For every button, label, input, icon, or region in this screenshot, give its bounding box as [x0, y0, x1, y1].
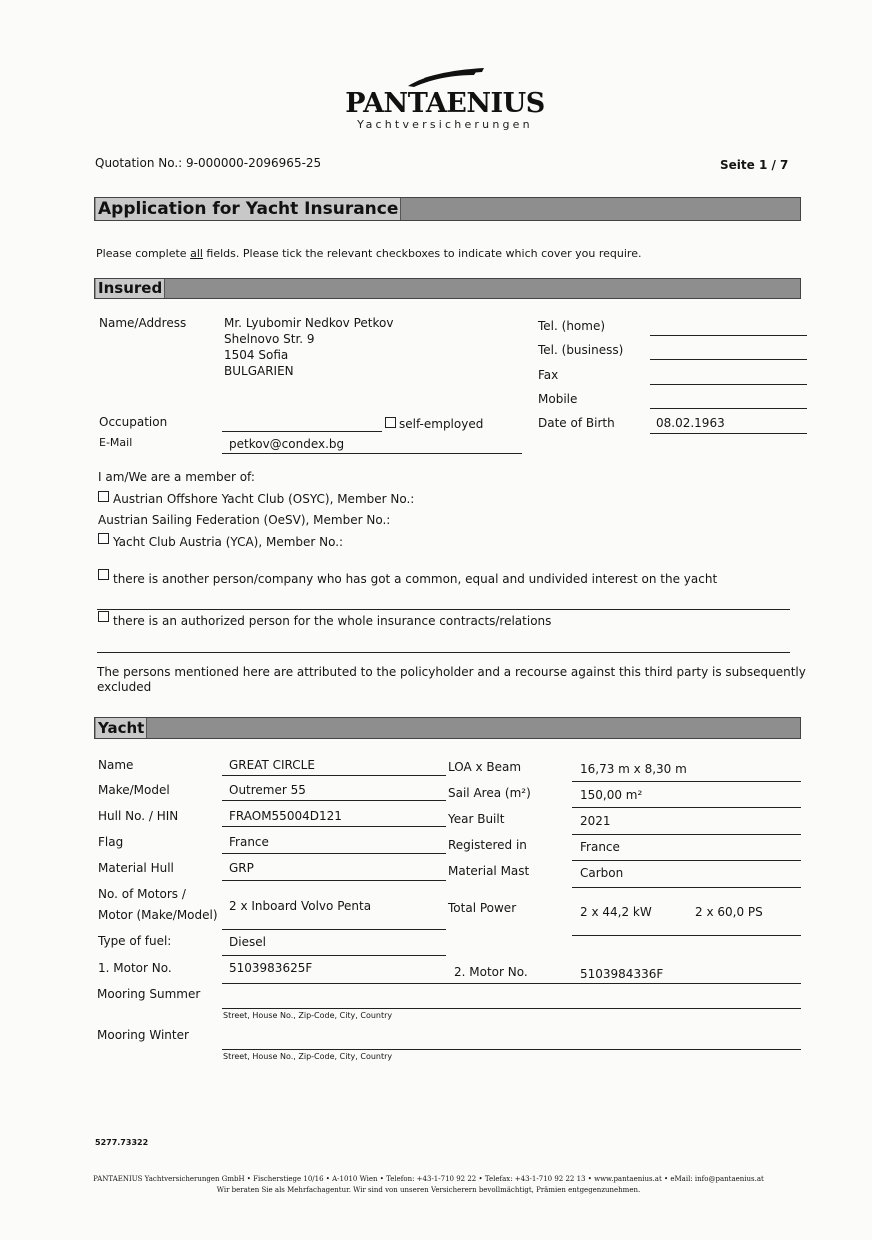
mooring-summer-label: Mooring Summer — [97, 987, 201, 1001]
title-bar — [94, 197, 801, 221]
yacht-section-bar — [94, 717, 801, 739]
mooring-summer-field[interactable] — [222, 1008, 801, 1009]
hull-label: Hull No. / HIN — [98, 809, 179, 823]
email-value: petkov@condex.bg — [229, 437, 345, 451]
recourse-note: The persons mentioned here are attributed to the policyholder and a recourse against this third party is subsequently — [97, 665, 806, 679]
insured-heading: Insured — [96, 279, 165, 298]
sail-area-line — [572, 807, 801, 808]
total-power-kw: 2 x 44,2 kW — [580, 905, 652, 919]
tel-home-label: Tel. (home) — [538, 319, 606, 333]
mobile-field[interactable] — [650, 408, 807, 409]
loa-value: 16,73 m x 8,30 m — [580, 762, 687, 776]
oesv-label: Austrian Sailing Federation (OeSV), Member No.: — [98, 513, 391, 527]
authorized-person-checkbox[interactable] — [98, 611, 109, 622]
osyc-label: Austrian Offshore Yacht Club (OSYC), Member No.: — [113, 492, 415, 506]
footer-company-line: PANTAENIUS Yachtversicherungen GmbH • Fischerstiege 10/16 • A-1010 Wien • Telefon: +43-1-710 92 22 • Telefax: +43-1-710 92 22 13 • www.pantaenius.at • eMail: info@pantaenius.at — [93, 1175, 764, 1183]
fuel-label: Type of fuel: — [98, 934, 172, 948]
yca-checkbox[interactable] — [98, 533, 109, 544]
yacht-name-line — [222, 775, 446, 776]
dob-label: Date of Birth — [538, 416, 615, 430]
material-mast-line — [572, 887, 801, 888]
logo-subtitle: Yachtversicherungen — [357, 118, 533, 131]
yacht-heading: Yacht — [96, 718, 147, 738]
dob-field-line — [650, 433, 807, 434]
hull-value: FRAOM55004D121 — [229, 809, 342, 823]
email-label: E-Mail — [99, 436, 133, 449]
membership-intro: I am/We are a member of: — [98, 470, 255, 484]
loa-label: LOA x Beam — [448, 760, 522, 774]
authorized-person-label: there is an authorized person for the whole insurance contracts/relations — [113, 614, 552, 628]
common-interest-field[interactable] — [97, 609, 790, 610]
tel-business-label: Tel. (business) — [538, 343, 624, 357]
mooring-winter-label: Mooring Winter — [97, 1028, 189, 1042]
dob-value: 08.02.1963 — [656, 416, 725, 430]
motors-label: Motor (Make/Model) — [98, 908, 218, 922]
page-title: Application for Yacht Insurance — [96, 198, 401, 220]
motor2-label: 2. Motor No. — [454, 965, 528, 979]
self-employed-checkbox[interactable] — [385, 417, 396, 428]
osyc-checkbox[interactable] — [98, 491, 109, 502]
flag-value: France — [229, 835, 269, 849]
mooring-winter-field[interactable] — [222, 1049, 801, 1050]
flag-line — [222, 853, 446, 854]
tel-home-field[interactable] — [650, 335, 807, 336]
year-built-line — [572, 834, 801, 835]
flag-label: Flag — [98, 835, 124, 849]
address-line: 1504 Sofia — [224, 348, 289, 362]
motors-label: No. of Motors / — [98, 887, 186, 901]
motors-value: 2 x Inboard Volvo Penta — [229, 899, 372, 913]
mobile-label: Mobile — [538, 392, 578, 406]
tel-business-field[interactable] — [650, 359, 807, 360]
year-built-label: Year Built — [448, 812, 505, 826]
address-line: Mr. Lyubomir Nedkov Petkov — [224, 316, 394, 330]
registered-line — [572, 860, 801, 861]
registered-value: France — [580, 840, 620, 854]
yca-label: Yacht Club Austria (YCA), Member No.: — [113, 535, 344, 549]
registered-label: Registered in — [448, 838, 527, 852]
material-mast-label: Material Mast — [448, 864, 530, 878]
total-power-ps: 2 x 60,0 PS — [695, 905, 763, 919]
material-hull-value: GRP — [229, 861, 254, 875]
sail-area-value: 150,00 m² — [580, 788, 643, 802]
self-employed-label: self-employed — [399, 417, 484, 431]
instructions: Please complete all fields. Please tick the relevant checkboxes to indicate which cover you require. — [96, 247, 642, 260]
loa-line — [572, 781, 801, 782]
authorized-person-field[interactable] — [97, 652, 790, 653]
motor2-value: 5103984336F — [580, 967, 664, 981]
common-interest-checkbox[interactable] — [98, 569, 109, 580]
page-number: Seite 1 / 7 — [720, 158, 789, 172]
recourse-note: excluded — [97, 680, 152, 694]
fuel-line — [222, 955, 446, 956]
logo-name: PANTAENIUS — [345, 88, 545, 119]
fuel-value: Diesel — [229, 935, 266, 949]
fax-field[interactable] — [650, 384, 807, 385]
occupation-label: Occupation — [99, 415, 168, 429]
mooring-winter-hint: Street, House No., Zip-Code, City, Country — [223, 1052, 393, 1061]
sail-area-label: Sail Area (m²) — [448, 786, 531, 800]
motor-numbers-line — [222, 983, 801, 984]
address-line: BULGARIEN — [224, 364, 294, 378]
address-line: Shelnovo Str. 9 — [224, 332, 315, 346]
total-power-label: Total Power — [448, 901, 517, 915]
fax-label: Fax — [538, 368, 559, 382]
occupation-field[interactable] — [222, 431, 382, 432]
motor1-value: 5103983625F — [229, 961, 313, 975]
common-interest-label: there is another person/company who has got a common, equal and undivided interest on the yacht — [113, 572, 718, 586]
hull-line — [222, 826, 446, 827]
yacht-name-value: GREAT CIRCLE — [229, 758, 315, 772]
make-model-label: Make/Model — [98, 783, 170, 797]
email-field-line — [222, 453, 522, 454]
year-built-value: 2021 — [580, 814, 611, 828]
footer-note-line: Wir beraten Sie als Mehrfachagentur. Wir sind von unseren Versicherern bevollmächtigt, Prämien entgegenzunehmen. — [216, 1186, 641, 1194]
name-address-label: Name/Address — [99, 316, 187, 330]
insured-section-bar — [94, 278, 801, 299]
logo — [300, 90, 590, 131]
material-hull-line — [222, 880, 446, 881]
motors-line — [222, 929, 446, 930]
document-code: 5277.73322 — [95, 1138, 149, 1147]
pantaenius-wing-logo-icon — [404, 66, 486, 88]
make-model-value: Outremer 55 — [229, 783, 306, 797]
quotation-number: Quotation No.: 9-000000-2096965-25 — [95, 156, 322, 170]
yacht-name-label: Name — [98, 758, 134, 772]
make-model-line — [222, 800, 446, 801]
material-mast-value: Carbon — [580, 866, 624, 880]
motor1-label: 1. Motor No. — [98, 961, 172, 975]
total-power-line — [572, 935, 801, 936]
mooring-summer-hint: Street, House No., Zip-Code, City, Country — [223, 1011, 393, 1020]
material-hull-label: Material Hull — [98, 861, 174, 875]
